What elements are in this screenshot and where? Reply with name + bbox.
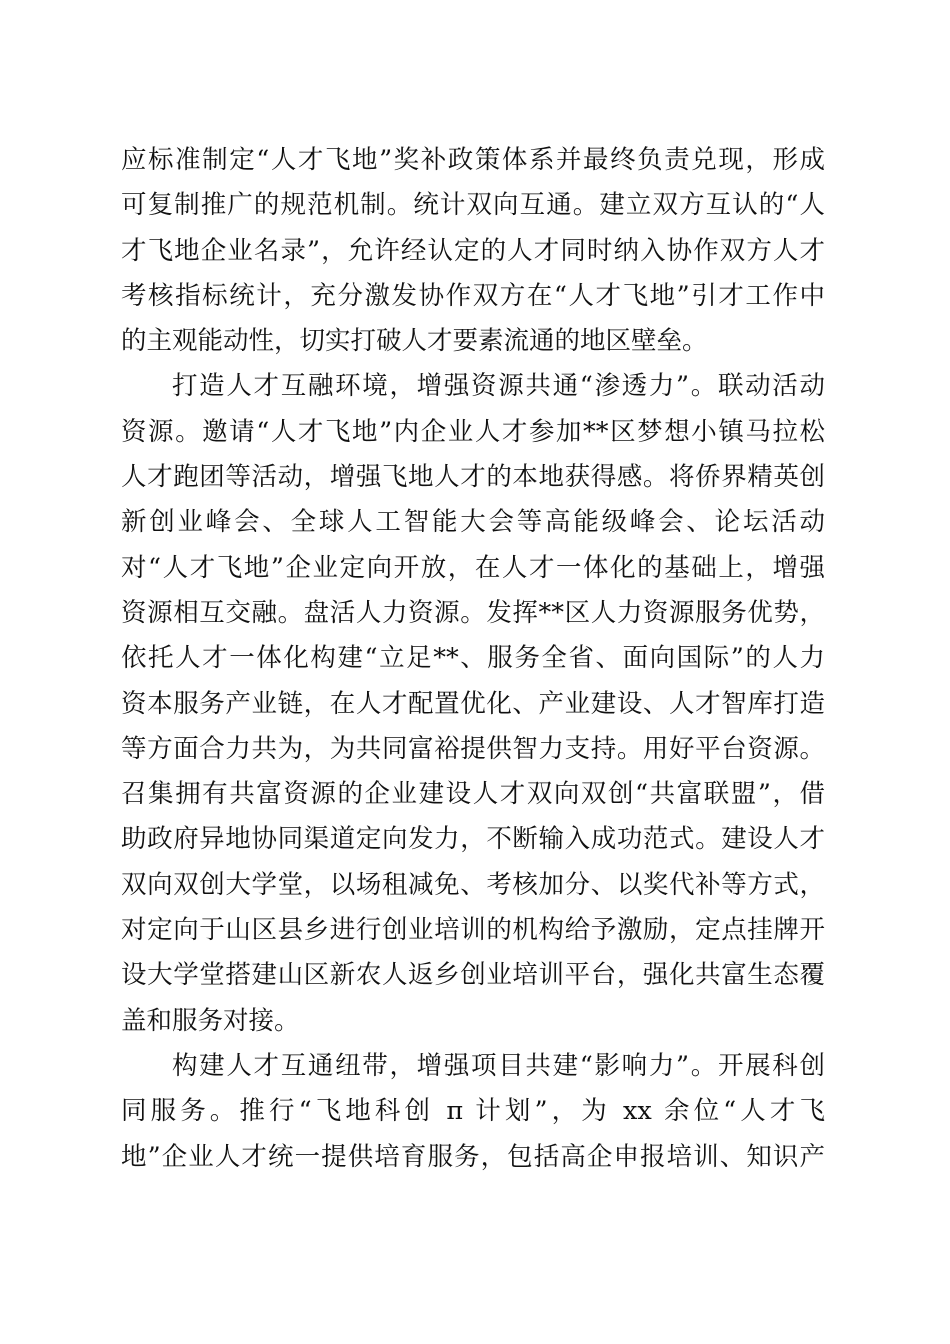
paragraph-2: [121, 364, 825, 1043]
text-line: 考核指标统计，充分激发协作双方在“人才飞地”引才工作中: [121, 280, 825, 311]
text-line: 盖和服务对接。: [121, 1005, 300, 1036]
text-line: 人才跑团等活动，增强飞地人才的本地获得感。将侨界精英创: [121, 462, 825, 493]
text-line: 应标准制定“人才飞地”奖补政策体系并最终负责兑现，形成: [121, 145, 825, 175]
text-line: 打造人才互融环境，增强资源共通“渗透力”。联动活动: [172, 371, 825, 402]
text-line: 依托人才一体化构建“立足**、服务全省、面向国际”的人力: [121, 643, 825, 674]
text-line: 对定向于山区县乡进行创业培训的机构给予激励，定点挂牌开: [121, 915, 825, 946]
text-line: 才飞地企业名录”，允许经认定的人才同时纳入协作双方人才: [121, 235, 825, 266]
text-line: 地”企业人才统一提供培育服务，包括高企申报培训、知识产: [121, 1141, 825, 1172]
text-line: 资源相互交融。盘活人力资源。发挥**区人力资源服务优势，: [121, 597, 825, 628]
text-line: 资源。邀请“人才飞地”内企业人才参加**区梦想小镇马拉松: [121, 416, 825, 447]
text-line: 双向双创大学堂，以场租减免、考核加分、以奖代补等方式，: [121, 869, 825, 900]
paragraph-3: [121, 1044, 825, 1180]
text-line: 召集拥有共富资源的企业建设人才双向双创“共富联盟”，借: [121, 779, 825, 810]
text-line: 可复制推广的规范机制。统计双向互通。建立双方互认的“人: [121, 190, 825, 221]
text-line: 等方面合力共为，为共同富裕提供智力支持。用好平台资源。: [121, 733, 825, 764]
text-line: 资本服务产业链，在人才配置优化、产业建设、人才智库打造: [121, 688, 825, 719]
text-line: 对“人才飞地”企业定向开放，在人才一体化的基础上，增强: [121, 552, 825, 583]
text-line: 的主观能动性，切实打破人才要素流通的地区壁垒。: [121, 326, 708, 357]
text-line: 设大学堂搭建山区新农人返乡创业培训平台，强化共富生态覆: [121, 960, 825, 991]
document-body: [121, 138, 825, 1180]
text-line: 构建人才互通纽带，增强项目共建“影响力”。开展科创: [172, 1050, 825, 1081]
text-line: 助政府异地协同渠道定向发力，不断输入成功范式。建设人才: [121, 824, 825, 855]
text-line: 新创业峰会、全球人工智能大会等高能级峰会、论坛活动: [121, 507, 825, 538]
paragraph-1: [121, 138, 825, 364]
text-line: 同服务。推行“飞地科创 π 计划”，为 xx 余位“人才飞: [121, 1096, 825, 1127]
